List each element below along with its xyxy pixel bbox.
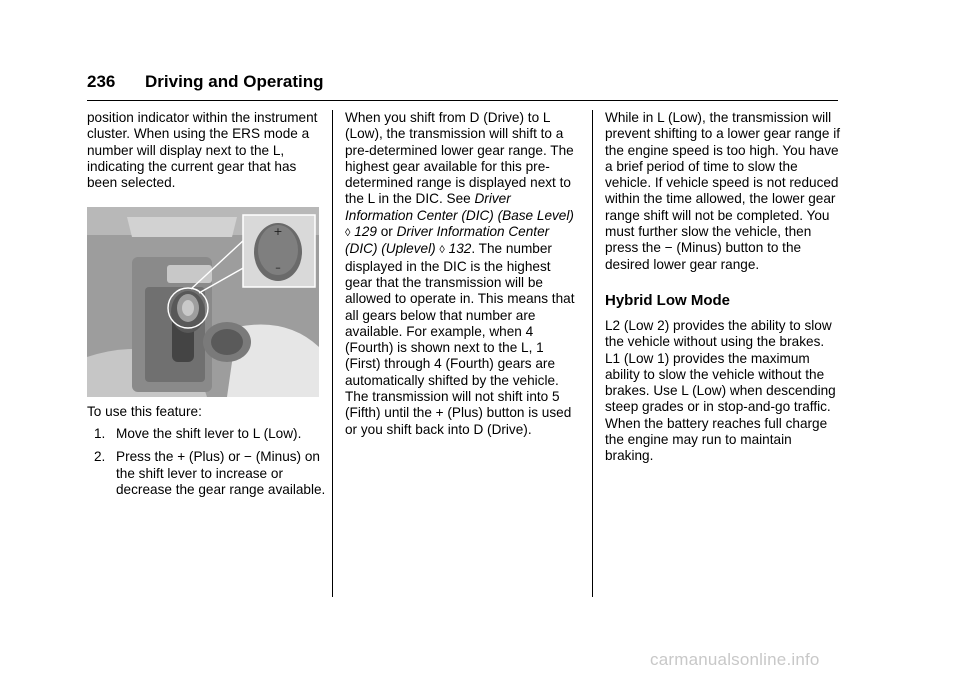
- step-number: 1.: [94, 426, 106, 441]
- step-text: Move the shift lever to L (Low).: [116, 426, 302, 441]
- page-header: [87, 72, 838, 101]
- steps-list: [94, 426, 326, 505]
- reference-link[interactable]: Driver Information Center (DIC) (Base Level): [345, 191, 574, 223]
- body-paragraph: [345, 110, 581, 438]
- plus-label: +: [273, 225, 283, 238]
- page-reference[interactable]: 129: [354, 224, 377, 240]
- paragraph-text: . The number displayed in the DIC is the highest gear that the transmission will be allowed to operate in. This means that all gears below that number are available. For example, when 4 (Fourth) is shown next to the L, 1 (First) through 4 (Fourth) gears are automatically shifted by the vehicle. The transmission will not shift into 5 (Fifth) until the + (Plus) button is used or you shift back into D (Drive).: [345, 241, 575, 437]
- subheading: Hybrid Low Mode: [605, 292, 730, 309]
- step-item: [94, 426, 326, 442]
- column-2: [345, 110, 581, 438]
- page-reference-icon: ◊: [439, 244, 445, 257]
- column-1: [87, 110, 325, 191]
- intro-paragraph: position indicator within the instrument cluster. When using the ERS mode a number will display next to the L, indicating the current gear that has been selected.: [87, 110, 318, 191]
- steps-intro: To use this feature:: [87, 404, 202, 419]
- watermark: carmanualsonline.info: [650, 650, 820, 669]
- column-divider: [592, 110, 593, 597]
- step-text: Press the + (Plus) or − (Minus) on the shift lever to increase or decrease the gear range available.: [116, 449, 326, 497]
- column-3-continued: [605, 318, 841, 465]
- reference-link[interactable]: Driver Information Center (DIC) (Uplevel): [345, 224, 550, 257]
- or-text: or: [380, 224, 393, 240]
- body-paragraph: L2 (Low 2) provides the ability to slow the vehicle without using the brakes. L1 (Low 1) provides the maximum ability to slow the vehicle without the brakes. Use L (Low) when descending steep grades or in stop-and-go traffic. When the battery reaches full charge the engine may run to maintain braking.: [605, 318, 836, 464]
- section-title: Driving and Operating: [145, 72, 324, 91]
- paragraph-text: When you shift from D (Drive) to L (Low), the transmission will shift to a pre-determined lower gear range. The highest gear available for this pre-determined range is displayed next to the L in the DIC. See: [345, 110, 574, 207]
- shift-lever-figure: [87, 207, 319, 397]
- step-number: 2.: [94, 449, 106, 465]
- body-paragraph: While in L (Low), the transmission will prevent shifting to a lower gear range if the engine speed is too high. You have a brief period of time to slow the vehicle. If vehicle speed is not reduced within the time allowed, the lower gear range shift will not be completed. You must further slow the vehicle, then press the − (Minus) button to the desired lower gear range.: [605, 110, 841, 272]
- page-reference[interactable]: 132: [448, 241, 472, 257]
- step-item: [94, 449, 326, 498]
- column-divider: [332, 110, 333, 597]
- minus-label: –: [275, 261, 281, 274]
- cup-holder-icon: [203, 322, 251, 362]
- page-reference-icon: ◊: [345, 227, 351, 240]
- page-number: 236: [87, 72, 116, 91]
- plus-minus-button-icon: [254, 223, 302, 281]
- column-3: [605, 110, 841, 273]
